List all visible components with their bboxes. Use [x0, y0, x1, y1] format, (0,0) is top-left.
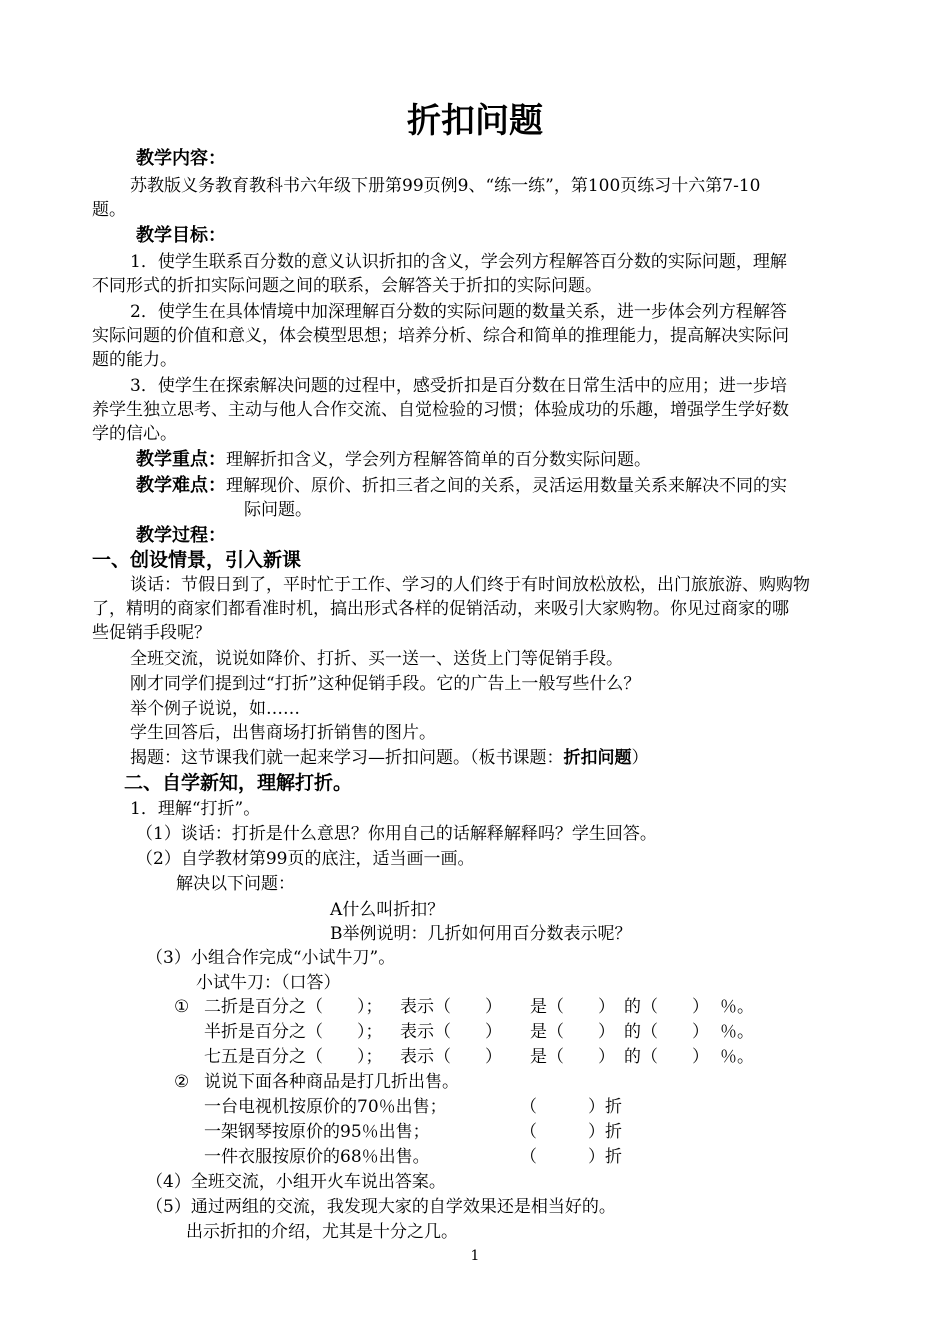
question-a: A什么叫折扣？ [330, 900, 445, 920]
reveal-end: ） [631, 748, 649, 768]
difficulty-continuation: 际问题。 [244, 500, 312, 520]
ex1-cell: 七五是百分之（ ）； [204, 1047, 383, 1067]
ex1-cell: 是（ ） [530, 997, 615, 1017]
difficulty-label: 教学难点： [136, 475, 226, 496]
ex1-cell: 的（ ） [624, 1047, 709, 1067]
ex1-cell: 表示（ ） [400, 1022, 502, 1042]
page-number: 1 [470, 1248, 480, 1264]
page-title: 折扣问题 [407, 101, 543, 141]
ex1-cell: ％。 [720, 1047, 754, 1067]
goals-heading: 教学目标： [136, 225, 226, 246]
section2-heading: 二、自学新知，理解打折。 [124, 772, 353, 794]
content-line: 苏教版义务教育教科书六年级下册第99页例9、“练一练”，第100页练习十六第7-10 [130, 176, 761, 196]
ex1-cell: 是（ ） [530, 1022, 615, 1042]
step2: （2）自学教材第99页的底注，适当画一画。 [136, 849, 475, 869]
key-point-label: 教学重点： [136, 449, 226, 470]
reveal-text: 揭题：这节课我们就一起来学习—折扣问题。（板书课题： [130, 748, 564, 768]
goal-line: 学的信心。 [92, 424, 177, 444]
goal-line: 实际问题的价值和意义，体会模型思想；培养分析、综合和简单的推理能力，提高解决实际问 [92, 326, 789, 346]
ex2-answer: （ ）折 [520, 1097, 622, 1117]
ex1-cell: 的（ ） [624, 997, 709, 1017]
section1-line: 学生回答后，出售商场打折销售的图片。 [130, 723, 436, 743]
step1: （1）谈话：打折是什么意思？你用自己的话解释解释吗？学生回答。 [136, 824, 657, 844]
ex1-cell: ％。 [720, 997, 754, 1017]
goal-line: 不同形式的折扣实际问题之间的联系，会解答关于折扣的实际问题。 [92, 276, 602, 296]
ex1-cell: 表示（ ） [400, 1047, 502, 1067]
content-line: 题。 [92, 200, 126, 220]
ex2-item: 一台电视机按原价的70％出售； [204, 1097, 447, 1117]
ex1-cell: 二折是百分之（ ）； [204, 997, 383, 1017]
key-point-text: 理解折扣含义，学会列方程解答简单的百分数实际问题。 [226, 450, 651, 470]
step4: （4）全班交流，小组开火车说出答案。 [146, 1172, 446, 1192]
step3-sub: 小试牛刀：（口答） [196, 973, 341, 993]
question-b: B举例说明：几折如何用百分数表示呢？ [330, 924, 632, 944]
goal-line: 1．使学生联系百分数的意义认识折扣的含义，学会列方程解答百分数的实际问题，理解 [130, 252, 787, 272]
content-heading: 教学内容： [136, 148, 226, 169]
ex2-answer: （ ）折 [520, 1147, 622, 1167]
key-point [136, 448, 651, 472]
ex1-cell: 半折是百分之（ ）； [204, 1022, 383, 1042]
section1-line: 举个例子说说，如…… [130, 699, 300, 719]
process-heading: 教学过程： [136, 525, 226, 546]
ex1-cell: 表示（ ） [400, 997, 502, 1017]
ex2-item: 一架钢琴按原价的95％出售； [204, 1122, 430, 1142]
goal-line: 3．使学生在探索解决问题的过程中，感受折扣是百分数在日常生活中的应用；进一步培 [130, 376, 787, 396]
exercise1-marker: ① [174, 997, 190, 1017]
reveal-line [130, 746, 649, 770]
exercise2-marker: ② [174, 1072, 190, 1092]
difficulty-text: 理解现价、原价、折扣三者之间的关系，灵活运用数量关系来解决不同的实 [226, 476, 787, 496]
difficulty [136, 474, 787, 498]
ex2-answer: （ ）折 [520, 1122, 622, 1142]
step5: （5）通过两组的交流，我发现大家的自学效果还是相当好的。 [146, 1197, 616, 1217]
reveal-bold-title: 折扣问题 [563, 748, 632, 768]
section1-heading: 一、创设情景，引入新课 [92, 549, 302, 571]
goal-line: 题的能力。 [92, 350, 177, 370]
step5-sub: 出示折扣的介绍，尤其是十分之几。 [186, 1222, 458, 1242]
goal-line: 2．使学生在具体情境中加深理解百分数的实际问题的数量关系，进一步体会列方程解答 [130, 302, 787, 322]
ex1-cell: 的（ ） [624, 1022, 709, 1042]
section1-line: 谈话：节假日到了，平时忙于工作、学习的人们终于有时间放松放松，出门旅旅游、购购物 [130, 575, 810, 595]
step3: （3）小组合作完成“小试牛刀”。 [146, 948, 396, 968]
step2-sub: 解决以下问题： [176, 874, 295, 894]
section1-line: 全班交流，说说如降价、打折、买一送一、送货上门等促销手段。 [130, 649, 623, 669]
exercise2-intro: 说说下面各种商品是打几折出售。 [204, 1072, 459, 1092]
section1-line: 了，精明的商家们都看准时机，搞出形式各样的促销活动，来吸引大家购物。你见过商家的哪 [92, 599, 789, 619]
ex1-cell: 是（ ） [530, 1047, 615, 1067]
section1-line: 些促销手段呢？ [92, 623, 211, 643]
ex1-cell: ％。 [720, 1022, 754, 1042]
section1-line: 刚才同学们提到过“打折”这种促销手段。它的广告上一般写些什么？ [130, 674, 641, 694]
goal-line: 养学生独立思考、主动与他人合作交流、自觉检验的习惯；体验成功的乐趣，增强学生学好数 [92, 400, 789, 420]
item1: 1．理解“打折”。 [130, 799, 261, 819]
ex2-item: 一件衣服按原价的68％出售。 [204, 1147, 430, 1167]
